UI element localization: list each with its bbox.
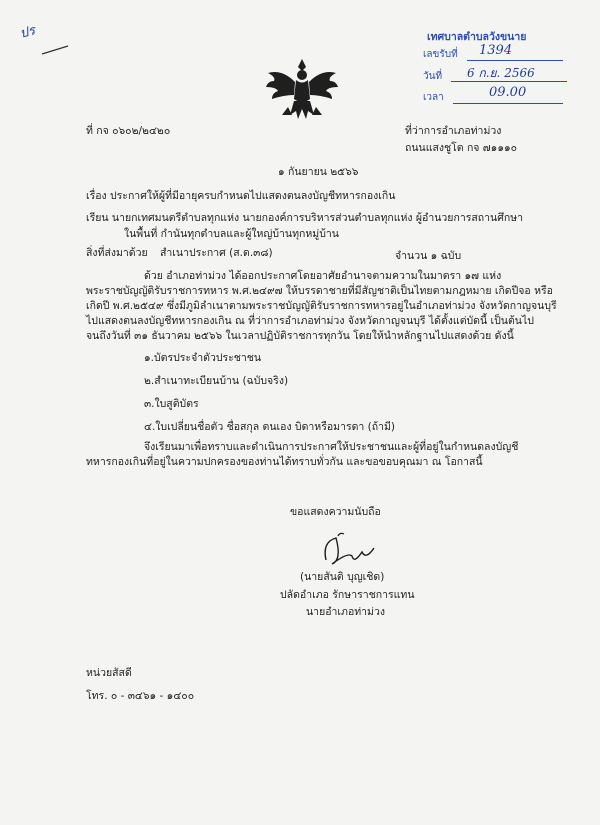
- body-line: เกิดปี พ.ศ.๒๕๔๙ ซึ่งมีภูมิลำเนาตามพระราชบัญญัติรับราชการทหารอยู่ในอำเภอท่าม่วง จังหวัดกาญจนบุรี: [86, 300, 557, 312]
- contact-phone: โทร. ๐ - ๓๔๖๑ - ๑๔๐๐: [86, 690, 195, 702]
- signer-title: ปลัดอำเภอ รักษาราชการแทน: [280, 589, 415, 601]
- sender-address: ถนนแสงชูโต กจ ๗๑๑๑๐: [405, 142, 518, 154]
- issuing-unit: หน่วยสัสดี: [86, 667, 132, 679]
- garuda-emblem: [262, 55, 342, 123]
- margin-handwritten-mark: ปร: [18, 23, 37, 42]
- evidence-list-item: ๔.ใบเปลี่ยนชื่อตัว ชื่อสกุล ตนเอง บิดาหรือมารดา (ถ้ามี): [144, 421, 396, 433]
- body-line: จนถึงวันที่ ๓๑ ธันวาคม ๒๕๖๖ ในเวลาปฏิบัติราชการทุกวัน โดยให้นำหลักฐานไปแสดงด้วย ดังนี้: [86, 330, 514, 342]
- subject-line: เรื่อง ประกาศให้ผู้ที่มีอายุครบกำหนดไปแสดงตนลงบัญชีทหารกองเกิน: [86, 190, 396, 202]
- document-number: ที่ กจ ๐๖๐๒/๒๔๒๐: [86, 125, 171, 137]
- addressee-line-2: ในพื้นที่ กำนันทุกตำบลและผู้ใหญ่บ้านทุกหมู่บ้าน: [124, 228, 339, 240]
- regards: ขอแสดงความนับถือ: [290, 506, 381, 518]
- stamp-date: 6 ก.ย. 2566: [467, 66, 535, 80]
- evidence-list-item: ๑.บัตรประจำตัวประชาชน: [144, 352, 262, 364]
- signer-position: นายอำเภอท่าม่วง: [306, 606, 386, 618]
- closing-line: ทหารกองเกินที่อยู่ในความปกครองของท่านได้ทราบทั่วกัน และขอขอบคุณมา ณ โอกาสนี้: [86, 456, 483, 468]
- enclosure-label: สิ่งที่ส่งมาด้วย: [86, 247, 148, 259]
- margin-pen-stroke: [40, 44, 70, 56]
- closing-line: จึงเรียนมาเพื่อทราบและดำเนินการประกาศให้ประชาชนและผู้ที่อยู่ในกำหนดลงบัญชี: [144, 441, 519, 453]
- addressee-line-1: เรียน นายกเทศมนตรีตำบลทุกแห่ง นายกองค์การบริหารส่วนตำบลทุกแห่ง ผู้อำนวยการสถานศึกษา: [86, 212, 524, 224]
- evidence-list-item: ๒.สำเนาทะเบียนบ้าน (ฉบับจริง): [144, 375, 289, 387]
- handwritten-signature: [318, 530, 378, 572]
- body-line: พระราชบัญญัติรับราชการทหาร พ.ศ.๒๔๙๗ ให้บรรดาชายที่มีสัญชาติเป็นไทยตามกฎหมาย เกิดปีจอ หรือ: [86, 285, 553, 297]
- stamp-time: 09.00: [489, 85, 527, 100]
- stamp-date-label: วันที่: [423, 71, 443, 82]
- stamp-org: เทศบาลตำบลวังขนาย: [427, 31, 527, 43]
- enclosure-item: สำเนาประกาศ (ส.ด.๓๘): [160, 247, 273, 259]
- stamp-receive-no: 1394: [479, 43, 513, 58]
- body-line: ไปแสดงตนลงบัญชีทหารกองเกิน ณ ที่ว่าการอำเภอท่าม่วง จังหวัดกาญจนบุรี ได้ตั้งแต่บัดนี้ เป็นต้นไป: [86, 315, 534, 327]
- sender-office: ที่ว่าการอำเภอท่าม่วง: [405, 125, 502, 137]
- stamp-time-label: เวลา: [423, 92, 444, 103]
- stamp-receive-no-label: เลขรับที่: [423, 49, 458, 60]
- signer-name: (นายสันติ บุญเชิด): [300, 571, 385, 583]
- receiving-stamp: [423, 26, 575, 106]
- enclosure-count: จำนวน ๑ ฉบับ: [395, 250, 462, 262]
- evidence-list-item: ๓.ใบสูติบัตร: [144, 398, 199, 410]
- body-line: ด้วย อำเภอท่าม่วง ได้ออกประกาศโดยอาศัยอำนาจตามความในมาตรา ๑๗ แห่ง: [144, 270, 502, 282]
- document-date: ๑ กันยายน ๒๕๖๖: [278, 166, 359, 178]
